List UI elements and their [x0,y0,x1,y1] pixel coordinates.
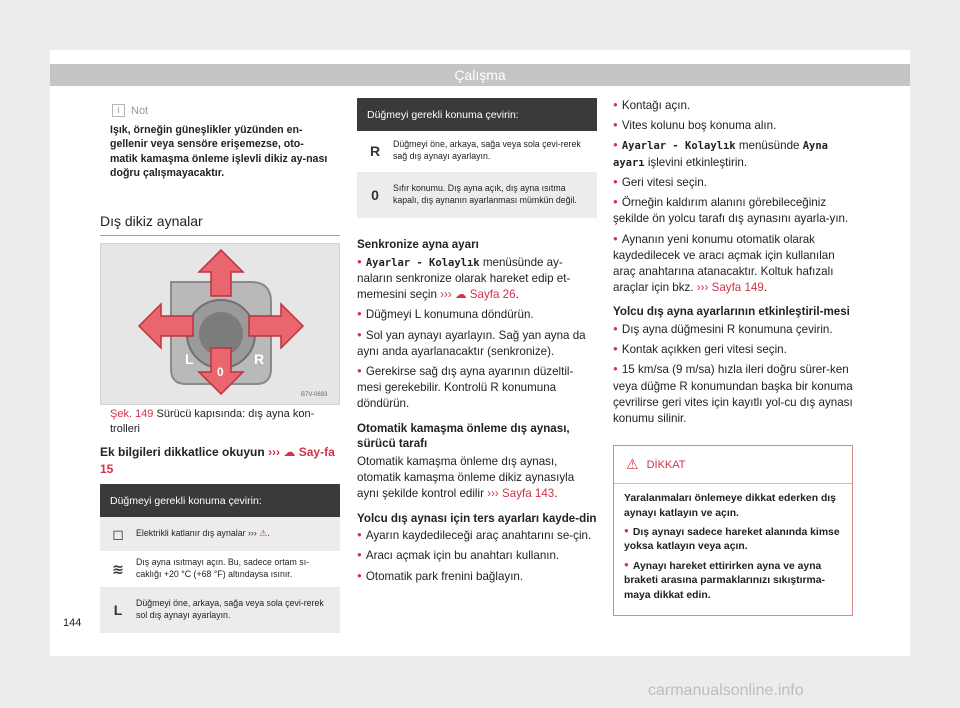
table-row [100,587,340,634]
book-icon: ☁ [283,445,296,459]
info-icon: i [112,104,125,117]
page-number: 144 [63,617,82,629]
subheading: Otomatik kamaşma önleme dış aynası, sürücü tarafı [357,421,570,451]
warning-text: Yaralanmaları önlemeye dikkat ederken dış aynayı katlayın ve açın. [624,493,836,519]
book-icon: ☁ [454,288,467,302]
position-l-icon: L [113,602,123,618]
fig-label-l: L [185,351,194,367]
header-title: Çalışma [454,67,506,83]
table-row-text: Düğmeyi öne, arkaya, sağa veya sola çevi-rerek sol dış aynayı ayarlayın. [136,598,324,620]
fold-mirror-icon: ◻ [112,525,124,542]
warning-item: ● Aynayı hareket ettirirken ayna ve ayna braketi arasına parmaklarınızı sıkıştırma-maya dikkat edin. [624,559,842,603]
table-row-text: Sıfır konumu. Dış ayna açık, dış ayna ısıtma kapalı, dış aynanın ayarlanması mümkün değil. [393,183,577,205]
figure-caption-text: Sürücü kapısında: dış ayna kon-trolleri [110,408,315,436]
figure-label: Şek. 149 [110,408,154,420]
fig-label-r: R [254,351,265,367]
page-link[interactable]: Sayfa 26 [469,288,516,302]
list-item: ● Vites kolunu boş konuma alın. [613,118,853,134]
note-box [100,98,340,180]
mirror-control-figure [100,243,340,405]
table-row-text: Dış ayna ısıtmayı açın. Bu, sadece ortam sı-caklığı +20 °C (+68 °F) altındaysa ısınır. [136,557,310,579]
table-2 [357,98,597,219]
running-header [50,64,910,86]
position-r-icon: R [369,143,381,159]
page-link[interactable]: Sayfa 149 [711,281,764,295]
link-arrow: ››› [268,445,281,459]
table-row [357,172,597,219]
position-0-icon: 0 [371,187,379,203]
list-item: ● 15 km/sa (9 m/sa) hızla ileri doğru sürer-ken veya düğme R konumundan başka bir konuma çevrilirse geri vites için kayıtlı yol-cu dış aynası konumu silinir. [613,362,853,427]
list-item: ● Aracı açmak için bu anahtarı kullanın. [357,548,597,564]
page-link[interactable]: Sayfa 143 [502,487,555,501]
fig-label-0: 0 [217,365,224,379]
note-header [100,98,340,123]
table-1-header: Düğmeyi gerekli konuma çevirin: [100,484,340,517]
list-item: ● Kontak açıkken geri vitesi seçin. [613,342,853,358]
list-item: ● Dış ayna düğmesini R konumuna çevirin. [613,322,853,338]
list-item: ● Düğmeyi L konumuna döndürün. [357,307,597,323]
additional-info [100,444,340,478]
list-item: ● Ayarın kaydedileceği araç anahtarını se-çin. [357,528,597,544]
list-item: ● Örneğin kaldırım alanını görebileceğiniz şekilde ön yolcu tarafı dış aynasını ayarla-yın. [613,195,853,227]
column-3 [613,98,853,616]
heated-mirror-icon: ≋ [112,560,124,577]
figure-caption [110,407,338,438]
ek-bilgi-link[interactable]: Say-fa 15 [100,445,335,476]
table-1 [100,484,340,634]
mirror-knob-illustration [101,244,339,404]
list-item: ● Ayarlar - Kolaylık menüsünde Ayna ayarı işlevini etkinleştirin. [613,138,853,170]
warning-item: ● Dış aynayı sadece hareket alanında kimse yoksa katlayın veya açın. [624,525,842,555]
warning-header [614,446,852,484]
warning-triangle-icon: ⚠ [626,456,639,473]
table-row: ◻ Elektrikli katlanır dış aynalar ››› ⚠. [100,517,340,552]
note-label: Not [131,104,149,117]
list-item: ● Otomatik park frenini bağlayın. [357,569,597,585]
warning-icon: ⚠ [259,528,268,539]
note-text: Işık, örneğin güneşlikler yüzünden en-gellenir veya sensöre erişemezse, oto-matik kamaşma önleme işlevli dikiz ay-nası doğru çalışmayacaktır. [110,124,328,179]
watermark: carmanualsonline.info [648,682,804,699]
warning-label: DİKKAT [646,458,686,471]
subheading: Yolcu dış ayna ayarlarının etkinleştiril-mesi [613,305,850,319]
table-2-header: Düğmeyi gerekli konuma çevirin: [357,98,597,131]
column-2 [357,98,597,589]
paragraph: Otomatik kamaşma önleme dış aynası, otomatik kamaşma önleme dikiz aynasıyla aynı şekilde kontrol edilir ››› Sayfa 143. [357,454,575,501]
list-item: ● Gerekirse sağ dış ayna ayarının düzeltil-mesi gerekebilir. Kontrolü R konumuna döndürün. [357,364,597,413]
table-row [100,552,340,587]
ek-bilgi-text: Ek bilgileri dikkatlice okuyun [100,445,265,459]
column-1 [100,98,340,180]
table-row-text: Düğmeyi öne, arkaya, sağa veya sola çevi-rerek sağ dış aynayı ayarlayın. [393,139,581,161]
table-row-text: Elektrikli katlanır dış aynalar ››› [136,528,257,539]
figure-code: B7V-0693 [301,392,328,398]
list-item: ● Kontağı açın. [613,98,853,114]
table-row [357,131,597,172]
subheading: Senkronize ayna ayarı [357,238,479,251]
list-item: ● Ayarlar - Kolaylık menüsünde ay-naların senkronize olarak hareket edip et-memesini seçin ››› ☁ Sayfa 26. [357,255,597,304]
section-title: Dış dikiz aynalar [100,213,340,236]
subheading: Yolcu dış aynası için ters ayarları kayde-din [357,511,597,525]
list-item: ● Aynanın yeni konumu otomatik olarak kaydedilecek ve aracı açmak için kullanılan araç anahtarına atanacaktır. Koltuk hafızalı araçlar için bkz. ››› Sayfa 149. [613,232,853,297]
warning-box [613,445,853,616]
list-item: ● Geri vitesi seçin. [613,175,853,191]
list-item: ● Sol yan aynayı ayarlayın. Sağ yan ayna da aynı anda ayarlanacaktır (senkronize). [357,328,597,360]
